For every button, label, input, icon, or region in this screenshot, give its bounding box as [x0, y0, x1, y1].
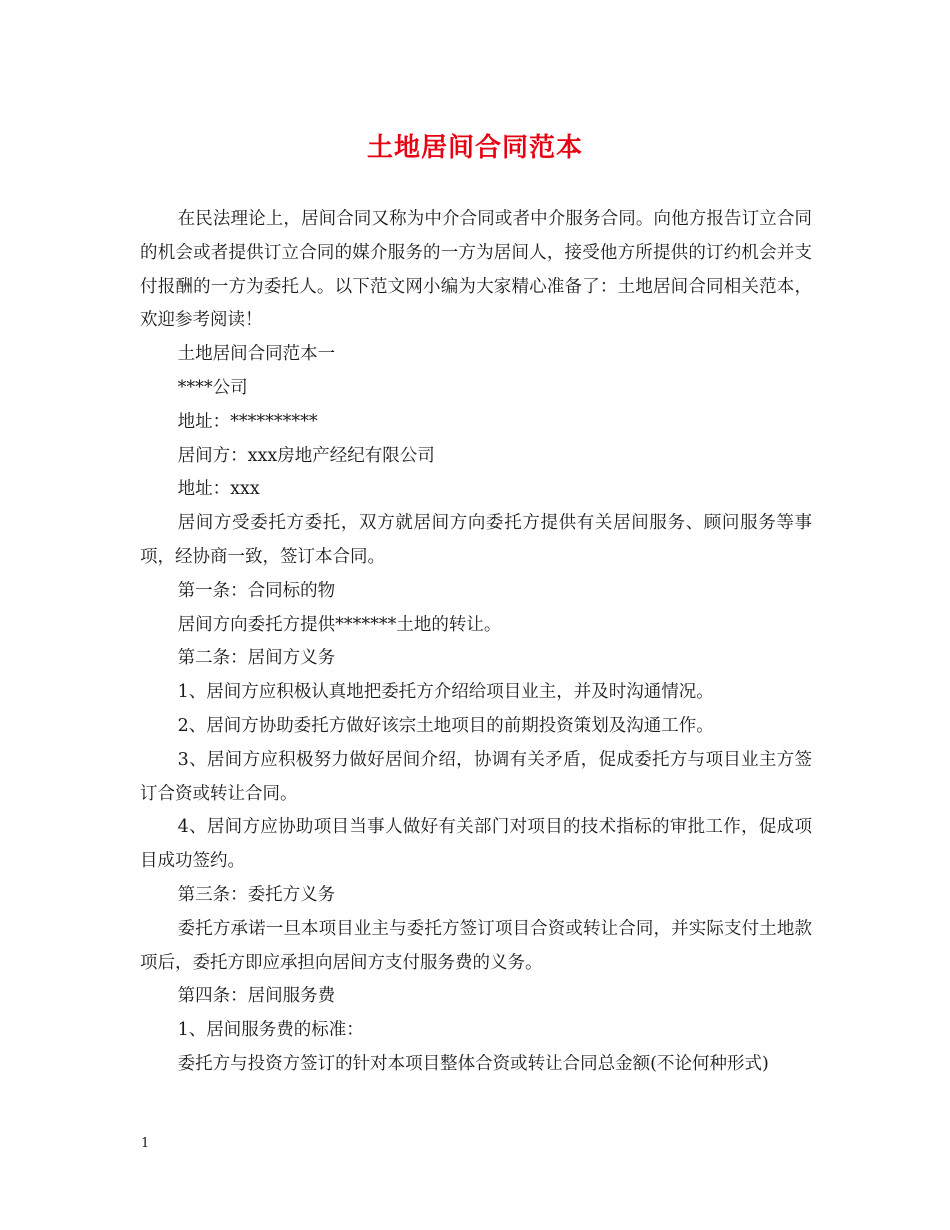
contract-heading: 土地居间合同范本一 [177, 344, 336, 365]
preamble-paragraph: 居间方受委托方委托，双方就居间方向委托方提供有关居间服务、顾问服务等事项，经协商一致，签订本合同。 [140, 513, 812, 567]
article-2-item-3: 3、居间方应积极努力做好居间介绍，协调有关矛盾，促成委托方与项目业主方签订合资或转让合同。 [140, 749, 812, 804]
intro-paragraph: 在民法理论上，居间合同又称为中介合同或者中介服务合同。向他方报告订立合同的机会或者提供订立合同的媒介服务的一方为居间人，接受他方所提供的订约机会并支付报酬的一方为委托人。以下范文网小编为大家精心准备了：土地居间合同相关范本，欢迎参考阅读！ [140, 209, 812, 331]
article-3-text: 委托方承诺一旦本项目业主与委托方签订项目合资或转让合同，并实际支付土地款项后，委托方即应承担向居间方支付服务费的义务。 [140, 918, 812, 973]
article-1-text: 居间方向委托方提供*******土地的转让。 [177, 614, 502, 635]
document-title: 土地居间合同范本 [366, 133, 583, 163]
article-2-item-1: 1、居间方应积极认真地把委托方介绍给项目业主，并及时沟通情况。 [177, 682, 714, 703]
article-4-text: 委托方与投资方签订的针对本项目整体合资或转让合同总金额(不论何种形式) [177, 1053, 769, 1074]
broker-address: 地址：xxx [177, 479, 260, 500]
article-2-heading: 第二条：居间方义务 [177, 648, 336, 669]
client-company: ****公司 [177, 377, 248, 398]
article-2-item-2: 2、居间方协助委托方做好该宗土地项目的前期投资策划及沟通工作。 [177, 715, 714, 736]
broker-party: 居间方：xxx房地产经纪有限公司 [177, 445, 435, 466]
article-2-item-4: 4、居间方应协助项目当事人做好有关部门对项目的技术指标的审批工作，促成项目成功签约。 [140, 817, 812, 872]
article-1-heading: 第一条：合同标的物 [177, 580, 336, 601]
article-4-item-1: 1、居间服务费的标准： [177, 1020, 364, 1041]
client-address: 地址：********** [177, 411, 318, 432]
document-body [140, 203, 812, 1082]
article-3-heading: 第三条：委托方义务 [177, 884, 336, 905]
page-number: 1 [141, 1136, 150, 1151]
article-4-heading: 第四条：居间服务费 [177, 986, 336, 1007]
